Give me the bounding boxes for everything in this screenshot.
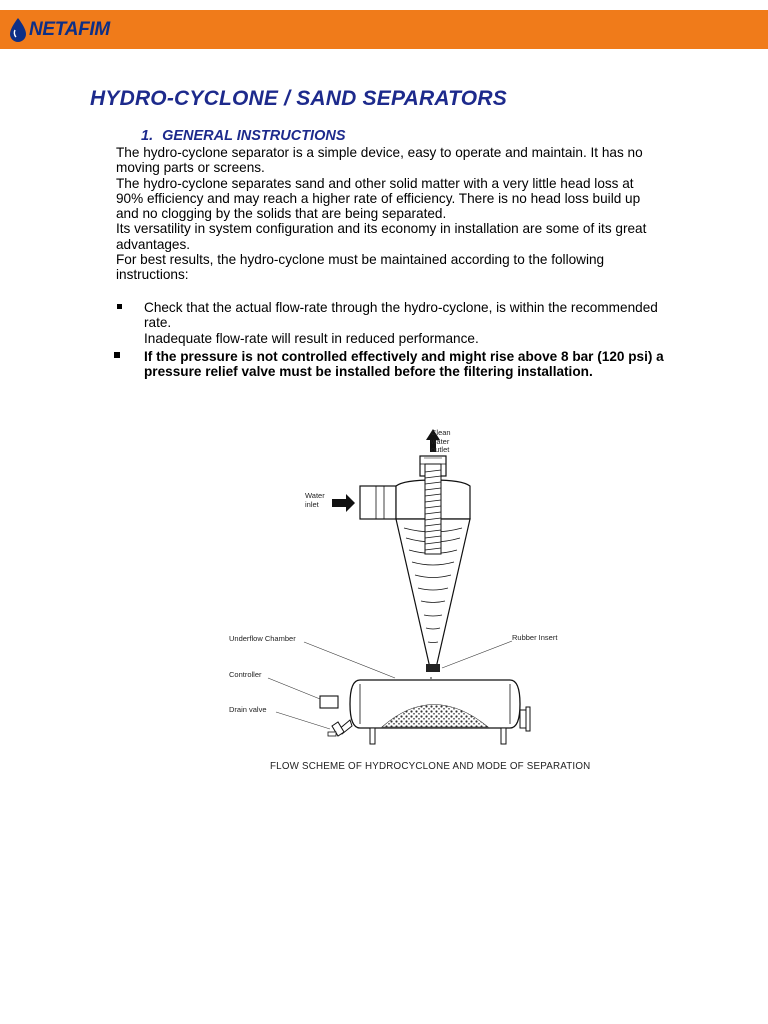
label-controller: Controller [229,670,262,679]
hydrocyclone-drawing [220,420,620,765]
instruction-bullets [112,300,672,379]
netafim-logo [8,10,110,49]
label-underflow-chamber: Underflow Chamber [229,634,296,643]
bullet-text: Check that the actual flow-rate through the hydro-cyclone, is within the recommended rate. [144,300,658,331]
drain-valve [328,720,352,736]
paragraph: Its versatility in system configuration and its economy in installation are some of its great advantages. [116,221,647,252]
bullet-text: pressure relief valve must be installed before the filtering installation. [144,364,593,380]
paragraph: For best results, the hydro-cyclone must be maintained according to the following instructions: [116,252,605,283]
bullet-item-warning [112,349,672,380]
inlet-arrow [332,494,355,512]
label-clean-water-outlet [431,429,451,455]
bullet-mark [114,352,120,358]
section-number: 1. [141,128,154,144]
general-instructions-text [116,145,656,283]
bullet-mark [117,304,122,309]
label-line: outlet [431,445,450,454]
bullet-text: Inadequate flow-rate will result in reduced performance. [144,330,479,346]
underflow-tank [350,680,530,744]
label-line: water [431,436,450,446]
hydrocyclone-diagram [220,420,620,785]
header-bar [0,10,768,49]
bullet-text: If the pressure is not controlled effectively and might rise above 8 bar (120 psi) a [144,348,664,364]
label-water-inlet [305,492,325,509]
label-rubber-insert: Rubber Insert [512,633,558,642]
inner-spiral-tube [425,464,441,554]
bullet-item [112,300,672,346]
label-line: inlet [305,499,319,509]
label-line: Water [305,491,325,500]
section-title: GENERAL INSTRUCTIONS [162,128,346,144]
water-drop-icon [8,17,28,43]
paragraph: The hydro-cyclone separates sand and other solid matter with a very little head loss at 90% efficiency and may reach a higher rate of efficiency. There is no head loss build up and no clogging by the solids that are being separated. [116,175,641,222]
inlet-pipe [360,486,396,519]
logo-text: NETAFIM [29,18,110,40]
figure-caption: FLOW SCHEME OF HYDROCYCLONE AND MODE OF SEPARATION [270,761,591,772]
page-title: HYDRO-CYCLONE / SAND SEPARATORS [90,87,507,110]
paragraph: The hydro-cyclone separator is a simple device, easy to operate and maintain. It has no moving parts or screens. [116,145,643,176]
label-drain-valve: Drain valve [229,705,267,714]
rubber-insert [426,664,440,672]
controller-box [320,696,338,708]
label-line: Clean [431,428,451,437]
section-heading [141,128,346,144]
